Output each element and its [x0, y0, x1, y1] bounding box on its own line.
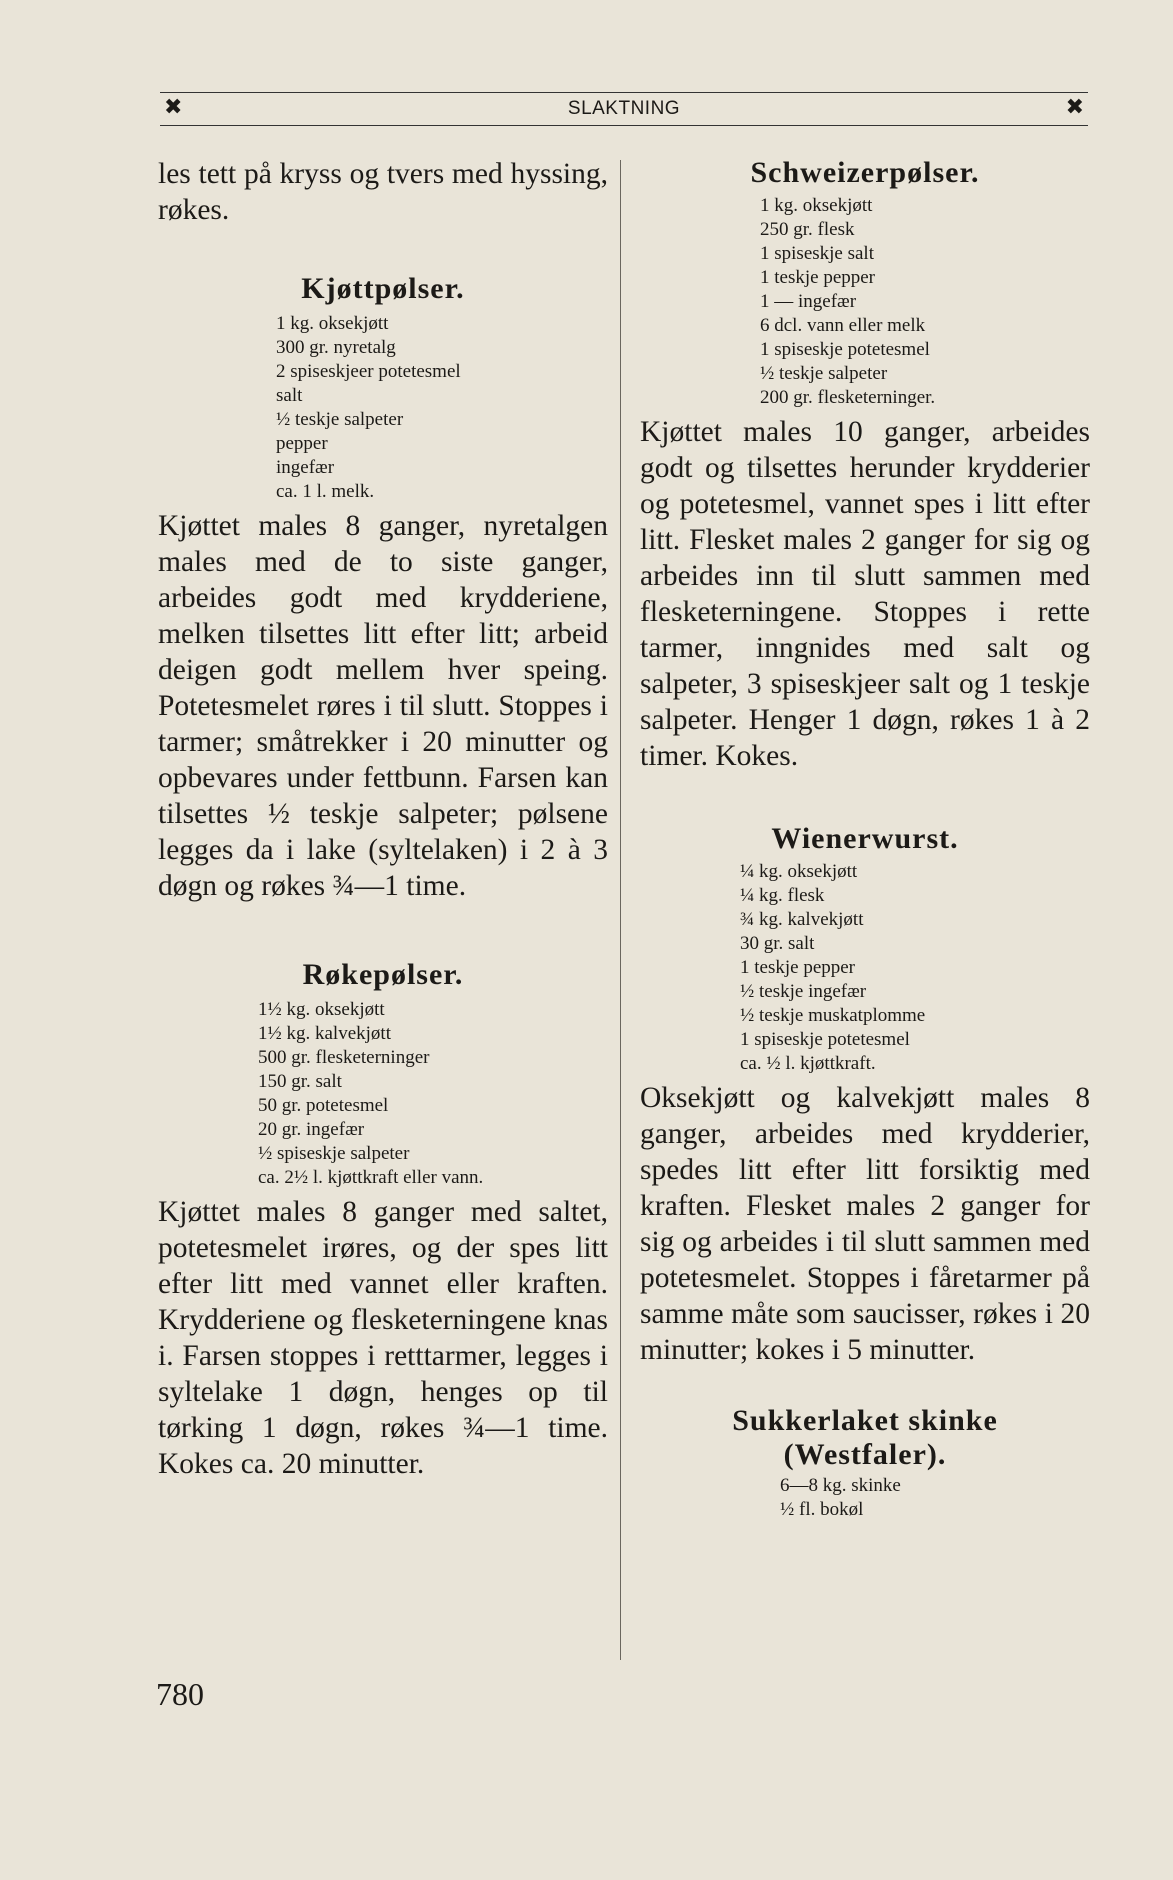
ingredient: 6 dcl. vann eller melk [760, 315, 926, 336]
ingredient-list [780, 1474, 1090, 1522]
recipe-title: Schweizerpølser. [750, 156, 980, 189]
ingredient: 6—8 kg. skinke [780, 1475, 901, 1496]
ingredient: 1 — ingefær [760, 291, 857, 312]
ingredient: 1 kg. oksekjøtt [276, 313, 389, 334]
recipe-text: Kjøttet males 8 ganger, nyretalgen males med de to siste ganger, arbeides godt med krydderiene, melken tilsettes litt efter litt; arbeid deigen godt mellem hver speing. Potetesmelet røres i til slutt. Stoppes i tarmer; småtrekker i 20 minutter og opbevares under fettbunn. Farsen kan tilsettes ½ teskje salpeter; pølsene legges da i lake (syltelaken) i 2 à 3 døgn og røkes ¾—1 time. [158, 510, 608, 902]
ingredient: 200 gr. flesketerninger. [760, 387, 936, 408]
ingredient: ½ teskje ingefær [740, 981, 867, 1002]
ingredient-list [760, 194, 1090, 410]
ingredient-list [740, 860, 1090, 1076]
ingredient: 150 gr. salt [258, 1071, 342, 1092]
ingredient: 1½ kg. oksekjøtt [258, 999, 385, 1020]
ingredient: 2 spiseskjeer potetesmel [276, 361, 461, 382]
ingredient: salt [276, 385, 303, 406]
ingredient: 250 gr. flesk [760, 219, 855, 240]
column-divider [620, 160, 621, 1660]
ingredient: ½ teskje muskatplomme [740, 1005, 926, 1026]
ingredient: ¼ kg. flesk [740, 885, 825, 906]
ingredient: ½ fl. bokøl [780, 1499, 864, 1520]
recipe-text: Kjøttet males 10 ganger, arbeides godt og tilsettes herunder krydderier og potetesmel, vannet spes i litt efter litt. Flesket males 2 ganger for sig og arbeides inn til slutt sammen med flesketerningene. Stoppes i rette tarmer, inngnides med salt og salpeter, 3 spiseskjeer salt og 1 teskje salpeter. Henger 1 døgn, røkes 1 à 2 timer. Kokes. [640, 416, 1090, 772]
ingredient: 20 gr. ingefær [258, 1119, 365, 1140]
ingredient: 1 spiseskje potetesmel [740, 1029, 910, 1050]
ingredient: ingefær [276, 457, 335, 478]
ingredient: 1½ kg. kalvekjøtt [258, 1023, 391, 1044]
ingredient: 500 gr. flesketerninger [258, 1047, 430, 1068]
running-title: SLAKTNING [567, 98, 681, 119]
ingredient: 50 gr. potetesmel [258, 1095, 389, 1116]
ingredient: 1 spiseskje salt [760, 243, 874, 264]
running-header [160, 92, 1088, 126]
left-column [158, 156, 608, 1482]
recipe-title: Sukkerlaket skinke [732, 1404, 998, 1437]
recipe-title: Røkepølser. [302, 958, 464, 991]
recipe-subtitle: (Westfaler). [783, 1438, 947, 1471]
ingredient: 1 kg. oksekjøtt [760, 195, 873, 216]
ingredient: ¼ kg. oksekjøtt [740, 861, 858, 882]
ingredient: 30 gr. salt [740, 933, 815, 954]
ingredient: ½ teskje salpeter [276, 409, 404, 430]
ingredient: 1 teskje pepper [760, 267, 876, 288]
ingredient: 1 teskje pepper [740, 957, 856, 978]
ingredient: ca. 1 l. melk. [276, 481, 375, 502]
ingredient: ca. 2½ l. kjøttkraft eller vann. [258, 1167, 484, 1188]
ingredient: ½ teskje salpeter [760, 363, 888, 384]
ornament-icon: ✖ [1065, 95, 1084, 120]
right-column [640, 156, 1090, 1522]
recipe-text: Oksekjøtt og kalvekjøtt males 8 ganger, arbeides med krydderier, spedes litt efter litt forsiktig med kraften. Flesket males 2 ganger for sig og arbeides i til slutt sammen med potetesmelet. Stoppes i fåretarmer på samme måte som saucisser, røkes i 20 minutter; kokes i 5 minutter. [640, 1082, 1090, 1366]
ingredient: pepper [276, 433, 328, 454]
ingredient: 300 gr. nyretalg [276, 337, 396, 358]
recipe-title: Wienerwurst. [771, 822, 959, 855]
ingredient-list [258, 998, 608, 1190]
recipe-text: Kjøttet males 8 ganger med saltet, potetesmelet irøres, og der spes litt efter litt med vannet eller kraften. Krydderiene og flesketerningene knas i. Farsen stoppes i retttarmer, legges i syltelake 1 døgn, henges op til tørking 1 døgn, røkes ¾—1 time. Kokes ca. 20 minutter. [158, 1196, 608, 1480]
ingredient: ½ spiseskje salpeter [258, 1143, 410, 1164]
ingredient: ¾ kg. kalvekjøtt [740, 909, 864, 930]
ingredient: 1 spiseskje potetesmel [760, 339, 930, 360]
ingredient: ca. ½ l. kjøttkraft. [740, 1053, 876, 1074]
ornament-icon: ✖ [164, 95, 183, 120]
ingredient-list [276, 312, 608, 504]
intro-paragraph: les tett på kryss og tvers med hyssing, røkes. [158, 158, 608, 226]
recipe-title: Kjøttpølser. [301, 272, 465, 305]
page-number: 780 [156, 1676, 204, 1712]
